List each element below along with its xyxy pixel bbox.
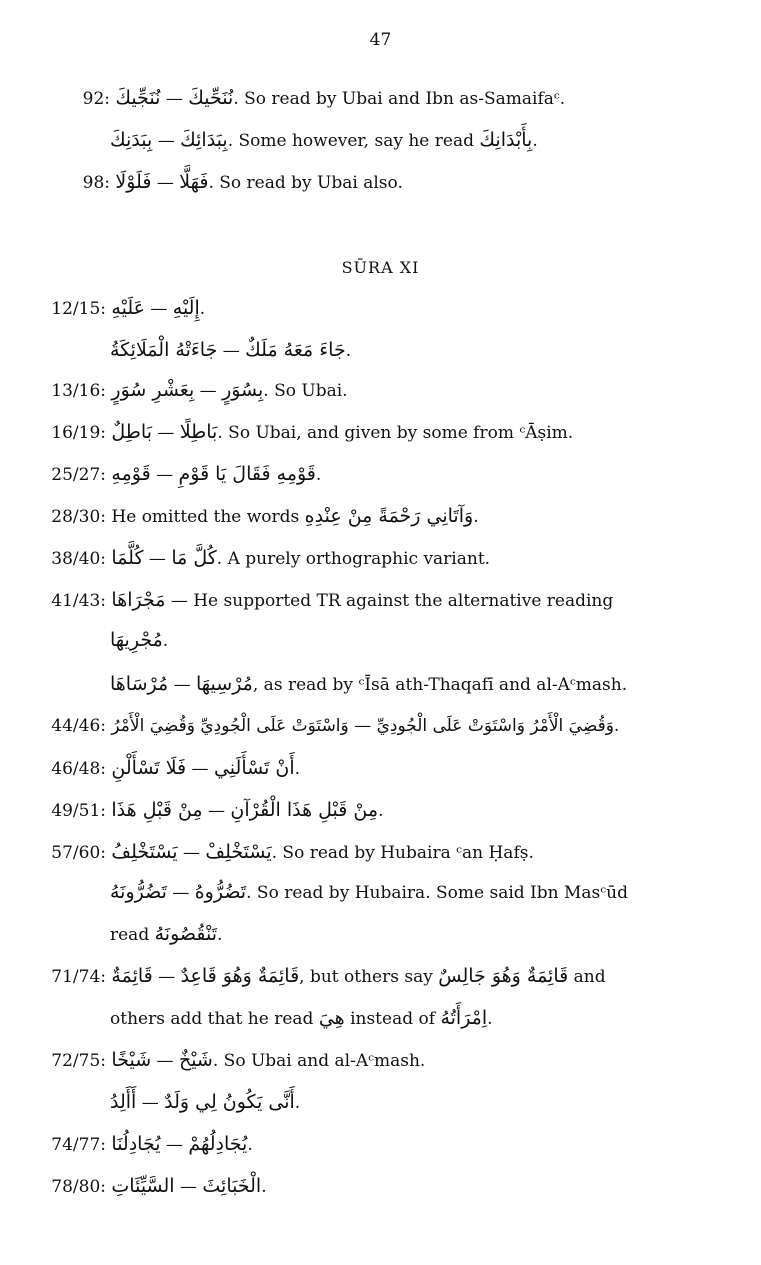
entry-line [38,504,479,529]
entry-line [110,1006,493,1031]
note-text: , as read by ᶜĪsā ath-Thaqafī and al-Aᶜmash. [252,675,628,695]
entry-line [110,338,351,363]
entry-line [110,628,168,653]
note-text: . So Ubai and al-Aᶜmash. [212,1051,426,1071]
note-text: . So Ubai. [263,381,348,401]
arabic-text: بِبَدَنِكَ [110,129,153,151]
dash: — [143,549,172,569]
arabic-text: عَلَيْهِ [111,297,145,319]
note-text: . [199,299,206,319]
dash: — [168,675,196,695]
note-text: . [261,1177,267,1197]
entry-line [110,880,628,905]
arabic-text: يُجَادِلُهُمْ [188,1133,248,1155]
arabic-text: بِسُوَرٍ [222,379,264,401]
arabic-text: تَنْقُصُونَهُ [154,923,218,945]
entry-line [38,462,321,487]
note-text: . So Ubai, and given by some from ᶜĀṣim. [217,423,574,443]
entry-line [38,420,573,445]
verse-ref: 44/46: [51,716,106,736]
entry-line [38,798,383,823]
verse-ref: 25/27: [51,465,106,485]
arabic-text: وَاسْتَوَتْ عَلَى الْجُودِيِّ وَقُضِيَ الْأَمْرُ [111,716,349,736]
sura-heading: SŪRA XI [341,258,420,277]
dash: — [150,465,179,485]
arabic-text: مُرْسَاهَا [110,673,169,695]
dash: — [144,299,173,319]
entry-line [38,296,205,321]
entry-line [38,588,613,613]
arabic-text: بَاطِلٌ [111,421,152,443]
arabic-text: بِأَبْدَانِكَ [479,129,533,151]
dash: — [177,843,206,863]
arabic-text: إِلَيْهِ [172,297,200,319]
note-text: . [294,759,301,779]
dash: — [348,716,377,736]
note-text: . [247,1135,253,1155]
verse-ref: 13/16: [51,381,106,401]
arabic-text: نُنَجِّيكَ [115,87,161,109]
note-text: others add that he read [110,1009,319,1029]
entry-line [110,1090,300,1115]
arabic-text: مُرْسِيهَا [196,673,253,695]
entry-line [38,964,606,989]
arabic-text: يَسْتَخْلِفُ [111,841,178,863]
arabic-text: أَنَّى يَكُونُ لِي وَلَدٌ [164,1091,295,1113]
entry-line [38,546,490,571]
note-text: . [487,1009,493,1029]
verse-ref: 49/51: [51,801,106,821]
arabic-text: اِمْرَأَتُهُ [440,1007,488,1029]
verse-ref: 41/43: [51,591,106,611]
verse-ref: 16/19: [51,423,106,443]
page-number: 47 [369,30,392,50]
dash: — [166,883,195,903]
note-text: . [532,131,538,151]
note-text: . [378,801,384,821]
arabic-text: قَائِمَةٌ وَهُوَ قَاعِدٌ [180,965,300,987]
verse-ref: 38/40: [51,549,106,569]
entry-line [110,922,222,947]
note-text: , but others say [299,967,439,987]
note-text: . [473,507,479,527]
note-text: . So read by Hubaira ᶜan Ḥafṣ. [271,843,534,863]
arabic-text: تَضُرُّوهُ [194,881,247,903]
arabic-text: يُجَادِلُنَا [111,1133,161,1155]
dash: — [152,423,180,443]
entry-line [38,1048,425,1073]
arabic-text: بَاطِلًا [179,421,218,443]
note-text: . A purely orthographic variant. [216,549,491,569]
entry-line [38,756,300,781]
note-text: . [217,925,223,945]
verse-ref: 28/30: [51,507,106,527]
dash: — [174,1177,203,1197]
arabic-text: أَنْ تَسْأَلَنِي [213,757,295,779]
entry-line [70,170,403,195]
verse-ref: 12/15: [51,299,106,319]
verse-ref: 74/77: [51,1135,106,1155]
dash: — [151,1051,179,1071]
arabic-text: فَهَلَّا [179,171,209,193]
arabic-text: الْخَبَائِثَ [202,1175,262,1197]
arabic-text: نُنَحِّيكَ [188,87,234,109]
arabic-text: قَائِمَةٌ [111,965,153,987]
note-text: and [568,967,606,987]
arabic-text: قَوْمِهِ [111,463,151,485]
entry-line [110,128,538,153]
entry-line [38,378,348,403]
note-text: . [294,1093,301,1113]
note-text: . So read by Ubai also. [208,173,403,193]
entry-line [38,1174,267,1199]
arabic-text: كُلَّمَا [111,547,144,569]
dash: — [160,89,189,109]
dash: — [136,1093,165,1113]
dash: — [152,967,181,987]
note-text: instead of [344,1009,441,1029]
arabic-text: السَّيِّئَاتِ [111,1175,175,1197]
verse-ref: 71/74: [51,967,106,987]
note-text: . So read by Ubai and Ibn as-Samaifaᶜ. [233,89,566,109]
arabic-text: فَلَا تَسْأَلْنِ [111,757,187,779]
arabic-text: جَاءَ مَعَهُ مَلَكٌ [245,339,346,361]
arabic-text: أَأَلِدُ [110,1091,137,1113]
arabic-text: وَآتَانِي رَحْمَةً مِنْ عِنْدِهِ [304,505,474,527]
entry-line [110,672,627,697]
arabic-text: هِيَ [318,1007,345,1029]
arabic-text: وَقُضِيَ الْأَمْرُ وَاسْتَوَتْ عَلَى الْجُودِيِّ [376,716,614,736]
arabic-text: شَيْخٌ [178,1049,213,1071]
arabic-text: كُلَّ مَا [171,547,217,569]
dash: — [217,341,246,361]
arabic-text: مُجْرِيهَا [110,629,163,651]
note-text: . [315,465,322,485]
note-text: . So read by Hubaira. Some said Ibn Masᶜūd [246,883,628,903]
dash: — [152,131,181,151]
note-text: . Some however, say he read [227,131,480,151]
verse-ref: 57/60: [51,843,106,863]
arabic-text: تَضُرُّونَهُ [110,881,167,903]
verse-ref: 78/80: [51,1177,106,1197]
dash: — [151,173,180,193]
dash: — [160,1135,189,1155]
arabic-text: بِبَدَائِكَ [180,129,228,151]
note-text: — He supported TR against the alternative reading [165,591,614,611]
arabic-text: مَجْرَاهَا [111,589,166,611]
entry-line [38,840,534,865]
arabic-text: مِنْ قَبْلِ هَذَا الْقُرْآنِ [230,799,379,821]
verse-ref: 46/48: [51,759,106,779]
dash: — [202,801,231,821]
arabic-text: قَوْمِهِ فَقَالَ يَا قَوْمِ [178,463,316,485]
entry-line [38,1132,253,1157]
note-text: . [345,341,352,361]
arabic-text: بِعَشْرِ سُوَرٍ [111,379,195,401]
arabic-text: شَيْخًا [111,1049,152,1071]
arabic-text: قَائِمَةٌ وَهُوَ جَالِسٌ [438,965,569,987]
arabic-text: مِنْ قَبْلِ هَذَا [111,799,203,821]
note-text: He omitted the words [111,507,305,527]
verse-ref: 92: [82,89,110,109]
entry-line [38,714,619,738]
dash: — [194,381,223,401]
note-text: read [110,925,155,945]
verse-ref: 98: [82,173,110,193]
dash: — [186,759,214,779]
entry-line [70,86,565,111]
arabic-text: يَسْتَخْلِفْ [205,841,272,863]
arabic-text: جَاءَتْهُ الْمَلَائِكَةُ [110,339,218,361]
verse-ref: 72/75: [51,1051,106,1071]
note-text: . [613,716,620,736]
note-text: . [162,631,169,651]
arabic-text: فَلَوْلَا [115,171,152,193]
